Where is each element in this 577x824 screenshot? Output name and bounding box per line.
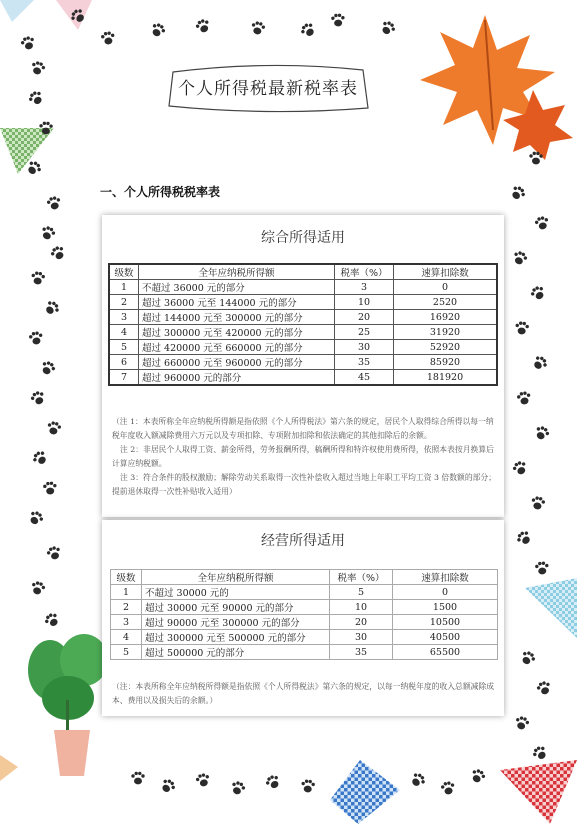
cell-income: 超过 36000 元至 144000 元的部分 [139,295,335,310]
paw-print-icon [507,182,529,204]
paw-print-icon [531,422,553,444]
table-header-row [111,570,498,585]
cell-income: 不超过 36000 元的部分 [139,280,335,295]
bunting-right-blue [505,578,577,648]
potted-plant [20,630,115,780]
col-income: 全年应纳税所得额 [139,264,335,280]
paw-print-icon [513,527,536,550]
col-rate: 税率（%） [335,264,394,280]
cell-level: 5 [111,645,142,660]
cell-level: 6 [109,355,139,370]
paw-print-icon [25,87,47,109]
paw-print-icon [38,223,59,244]
table-row [109,325,497,340]
note-2: 注 2：非居民个人取得工资、薪金所得，劳务报酬所得，稿酬所得和特许权使用费所得，依照本表按月换算后计算应纳税额。 [112,445,494,468]
cell-level: 7 [109,370,139,386]
cell-rate: 10 [335,295,394,310]
business-income-card [102,520,504,716]
comprehensive-income-card [102,215,504,517]
paw-print-icon [513,319,531,337]
note-1: （注 1：本表所称全年应纳税所得额是指依照《个人所得税法》第六条的规定，居民个人取得综合所得以每一纳税年度收入额减除费用六万元以及专项扣除、专项附加扣除和依法确定的其他扣除后的余额。 [112,417,494,440]
cell-level: 1 [109,280,139,295]
paw-print-icon [28,578,48,598]
cell-deduction: 65500 [393,645,498,660]
cell-deduction: 52920 [394,340,498,355]
paw-print-icon [41,609,63,631]
paw-print-icon [44,543,65,564]
paw-print-icon [147,19,169,41]
business-notes [112,680,496,708]
paw-print-icon [193,770,213,790]
cell-income: 超过 660000 元至 960000 元的部分 [139,355,335,370]
cell-income: 超过 960000 元的部分 [139,370,335,386]
cell-level: 3 [109,310,139,325]
cell-rate: 35 [335,355,394,370]
cell-deduction: 85920 [394,355,498,370]
paw-print-icon [25,507,47,529]
cell-income: 超过 500000 元的部分 [142,645,330,660]
paw-print-icon [45,419,64,438]
paw-print-icon [228,778,249,799]
cell-deduction: 0 [393,585,498,600]
table-row [111,585,498,600]
paw-print-icon [510,248,531,269]
cell-income: 不超过 30000 元的 [142,585,330,600]
cell-rate: 20 [335,310,394,325]
paw-print-icon [262,771,284,793]
paw-print-icon [534,678,555,699]
section-heading: 一、个人所得税税率表 [100,185,221,199]
comprehensive-notes [112,415,496,499]
note-1: （注：本表所称全年应纳税所得额是指依照《个人所得税法》第六条的规定，以每一纳税年度的收入总额减除成本、费用以及损失后的余额。） [112,682,495,705]
note-3: 注 3：符合条件的股权激励；解除劳动关系取得一次性补偿收入超过当地上年职工平均工资 3 倍数额的部分；提前退休取得一次性补贴收入适用） [112,473,497,496]
cell-rate: 10 [330,600,393,615]
table-row [111,615,498,630]
paw-print-icon [192,15,213,36]
col-level: 级数 [109,264,139,280]
table-header-row [109,264,497,280]
col-income: 全年应纳税所得额 [142,570,330,585]
cell-rate: 20 [330,615,393,630]
paw-print-icon [297,19,320,42]
cell-income: 超过 30000 元至 90000 元的部分 [142,600,330,615]
paw-print-icon [157,775,179,797]
cell-level: 2 [109,295,139,310]
paw-print-icon [528,150,544,166]
comprehensive-title: 综合所得适用 [261,230,345,246]
title-banner [163,58,373,118]
business-tax-table [110,569,498,660]
paw-print-icon [330,12,347,29]
paw-print-icon [41,479,58,496]
paw-print-icon [407,769,430,792]
cell-deduction: 10500 [393,615,498,630]
cell-deduction: 0 [394,280,498,295]
cell-rate: 35 [330,645,393,660]
paw-print-icon [37,357,59,379]
table-row [109,370,497,386]
cell-deduction: 31920 [394,325,498,340]
paw-print-icon [130,770,146,786]
col-deduction: 速算扣除数 [394,264,498,280]
paw-print-icon [41,297,64,320]
cell-rate: 5 [330,585,393,600]
table-row [111,645,498,660]
bunting-bottom-red [490,760,577,824]
table-row [109,340,497,355]
paw-print-icon [44,193,63,212]
table-row [109,310,497,325]
paw-print-icon [529,352,552,375]
cell-income: 超过 300000 元至 500000 元的部分 [142,630,330,645]
paw-print-icon [28,58,48,78]
comprehensive-tax-table [108,263,498,386]
page-title: 个人所得税最新税率表 [178,79,358,99]
paw-print-icon [467,765,488,786]
cell-income: 超过 420000 元至 660000 元的部分 [139,340,335,355]
paw-print-icon [439,779,458,798]
paw-print-icon [509,457,530,478]
cell-income: 超过 90000 元至 300000 元的部分 [142,615,330,630]
cell-deduction: 181920 [394,370,498,386]
table-row [111,630,498,645]
cell-rate: 3 [335,280,394,295]
bunting-bottom-blue [330,760,400,824]
table-row [111,600,498,615]
paw-print-icon [248,18,267,37]
maple-leaves [405,10,577,160]
cell-level: 3 [111,615,142,630]
paw-print-icon [515,389,534,408]
cell-deduction: 1500 [393,600,498,615]
orange-triangle [0,755,30,785]
cell-income: 超过 300000 元至 420000 元的部分 [139,325,335,340]
col-rate: 税率（%） [330,570,393,585]
paw-print-icon [29,269,47,287]
cell-rate: 30 [330,630,393,645]
cell-level: 2 [111,600,142,615]
cell-level: 4 [111,630,142,645]
paw-print-icon [517,647,539,669]
cell-deduction: 16920 [394,310,498,325]
cell-deduction: 40500 [393,630,498,645]
table-row [109,295,497,310]
paw-print-icon [527,282,549,304]
col-deduction: 速算扣除数 [393,570,498,585]
paw-print-icon [529,494,548,513]
cell-level: 1 [111,585,142,600]
paw-print-icon [533,559,550,576]
cell-level: 4 [109,325,139,340]
cell-level: 5 [109,340,139,355]
paw-print-icon [377,17,399,39]
col-level: 级数 [111,570,142,585]
paw-print-icon [99,29,117,47]
paw-print-icon [38,120,55,137]
paw-print-icon [532,213,552,233]
paw-print-icon [27,387,48,408]
cell-income: 超过 144000 元至 300000 元的部分 [139,310,335,325]
paw-print-icon [29,447,52,470]
cell-rate: 45 [335,370,394,386]
paw-print-icon [27,329,45,347]
paw-print-icon [512,713,532,733]
table-row [109,355,497,370]
cell-deduction: 2520 [394,295,498,310]
cell-rate: 25 [335,325,394,340]
table-row [109,280,497,295]
paw-print-icon [299,777,316,794]
paw-print-icon [47,242,69,264]
business-title: 经营所得适用 [261,533,345,549]
cell-rate: 30 [335,340,394,355]
